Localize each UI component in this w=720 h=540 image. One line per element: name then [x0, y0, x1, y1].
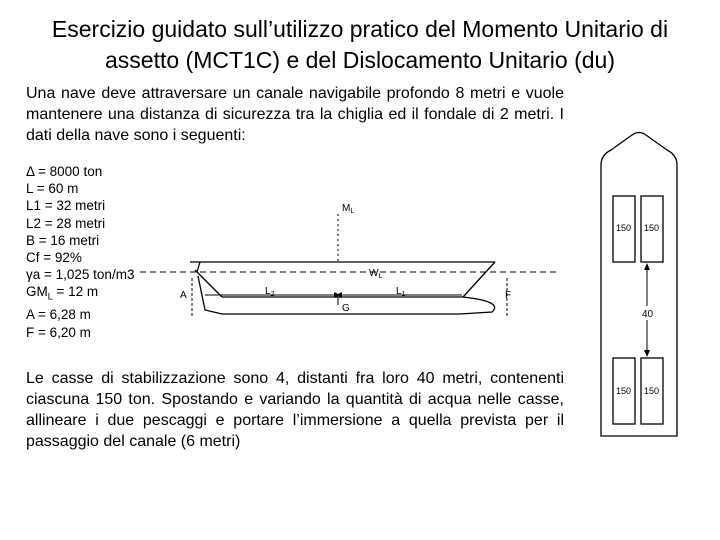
ship-data-item: Cf = 92%: [26, 250, 82, 266]
tank-aft-right-label: 150: [644, 386, 660, 396]
label-a: A: [180, 290, 187, 301]
label-ml: $M_L$: [342, 203, 355, 215]
title-line-2: assetto (MCT1C) e del Dislocamento Unitario (du): [104, 47, 615, 73]
stern-profile: [195, 270, 222, 314]
title-line-1: Esercizio guidato sull’utilizzo pratico del Momento Unitario di: [51, 16, 669, 42]
ship-data-item: B = 16 metri: [26, 232, 100, 248]
ship-data-item: Δ = 8000 ton: [26, 164, 103, 179]
outro-paragraph: Le casse di stabilizzazione sono 4, distanti fra loro 40 metri, contenenti ciascuna 150 ton. Spostando e variando la quantità di acqua nelle casse, allineare i due pescaggi e portare l’immersione a quella prevista per il passaggio del canale (6 metri): [26, 370, 564, 450]
ship-plan-view: [601, 133, 677, 437]
bow-bulb: [460, 297, 495, 314]
ship-data-item: L2 = 28 metri: [26, 215, 106, 231]
ship-data-item: A = 6,28 m: [26, 307, 91, 323]
label-wl: $W_L$: [369, 268, 383, 280]
label-g: G: [342, 303, 350, 314]
ship-data-item: $GM_L = 12$ m: [26, 284, 99, 303]
intro-paragraph: Una nave deve attraversare un canale navigabile profondo 8 metri e vuole mantenere una distanza di sicurezza tra la chiglia ed il fondale di 2 metri. I dati della nave sono i seguenti:: [26, 85, 564, 144]
label-l2: $L_2$: [265, 286, 275, 298]
tank-fore-right-label: 150: [644, 223, 660, 233]
tank-distance-label: 40: [642, 309, 654, 320]
ship-data-item: L = 60 m: [26, 181, 79, 197]
tank-aft-left-label: 150: [616, 386, 632, 396]
ship-data-item: L1 = 32 metri: [26, 198, 106, 214]
bow-stem: [463, 262, 495, 297]
ship-data-item: F = 6,20 m: [26, 324, 91, 340]
label-l1: $L_1$: [396, 286, 406, 298]
label-f: F: [505, 290, 512, 301]
ship-data-item: γa = 1,025 ton/m3: [26, 267, 135, 283]
tank-fore-left-label: 150: [616, 223, 632, 233]
